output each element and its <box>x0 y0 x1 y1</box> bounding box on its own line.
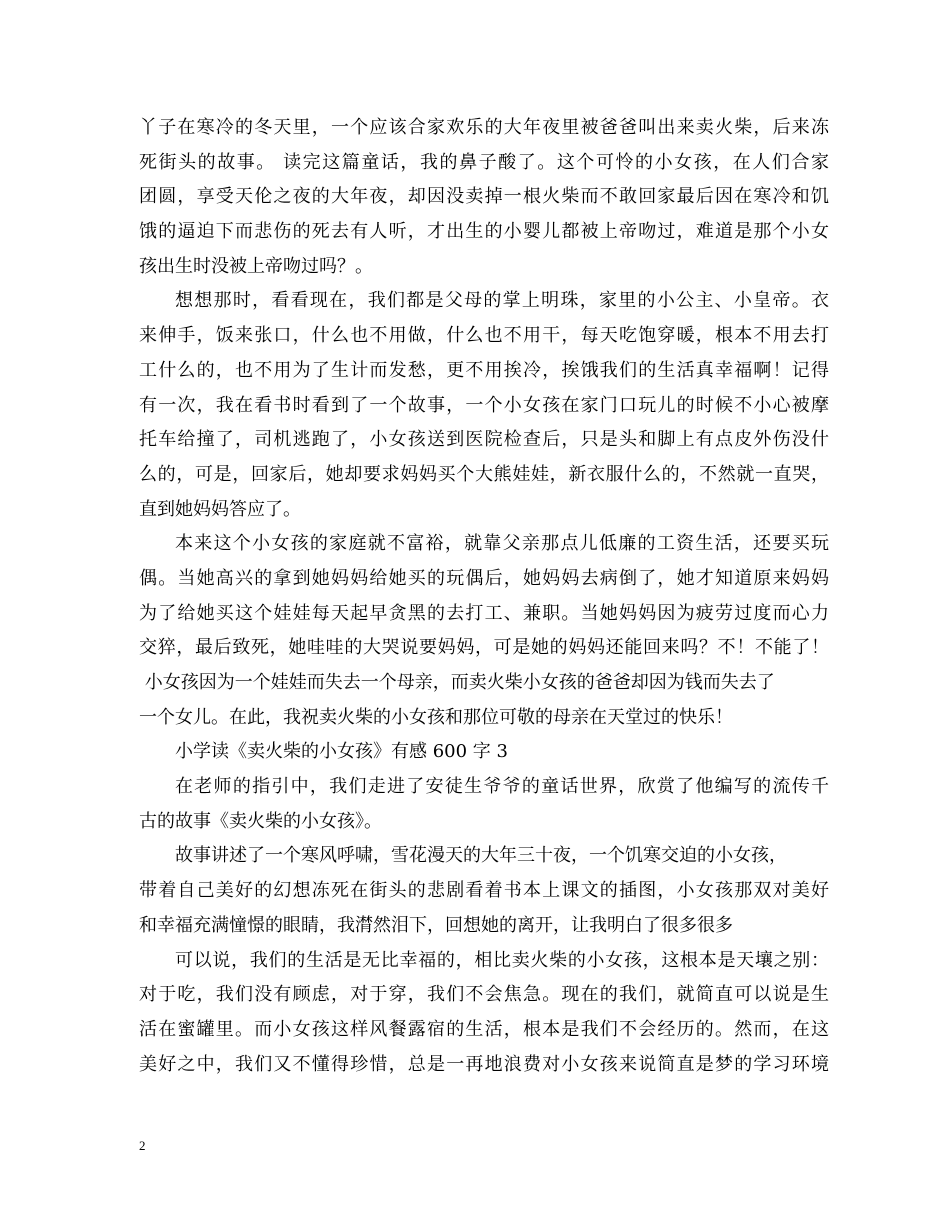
text-line: 么的，可是，回家后，她却要求妈妈买个大熊娃娃，新衣服什么的，不然就一直哭， <box>139 463 829 485</box>
text-line: 对于吃，我们没有顾虑，对于穿，我们不会焦急。现在的我们，就简直可以说是生 <box>139 984 829 1006</box>
document-body <box>139 111 829 1082</box>
text-line: 在老师的指引中，我们走进了安徒生爷爷的童话世界，欣赏了他编写的流传千 <box>175 776 829 798</box>
text-line: 和幸福充满憧憬的眼睛，我潸然泪下，回想她的离开，让我明白了很多很多 <box>139 914 733 936</box>
text-line: 活在蜜罐里。而小女孩这样风餐露宿的生活，根本是我们不会经历的。然而，在这 <box>139 1018 829 1040</box>
text-line: 带着自己美好的幻想冻死在街头的悲剧看着书本上课文的插图，小女孩那双对美好 <box>139 880 829 902</box>
text-line: 可以说，我们的生活是无比幸福的，相比卖火柴的小女孩，这根本是天壤之别： <box>175 949 829 971</box>
text-line: 死街头的故事。 读完这篇童话，我的鼻子酸了。这个可怜的小女孩，在人们合家 <box>139 151 829 173</box>
text-line: 直到她妈妈答应了。 <box>139 498 301 520</box>
page-number: 2 <box>139 1138 146 1153</box>
text-line: 有一次，我在看书时看到了一个故事，一个小女孩在家门口玩儿的时候不小心被摩 <box>139 394 829 416</box>
text-line: 偶。当她高兴的拿到她妈妈给她买的玩偶后，她妈妈去病倒了，她才知道原来妈妈 <box>139 567 829 589</box>
text-line: 交猝，最后致死，她哇哇的大哭说要妈妈，可是她的妈妈还能回来吗？不！不能了！ <box>139 637 829 659</box>
text-line: 托车给撞了，司机逃跑了，小女孩送到医院检查后，只是头和脚上有点皮外伤没什 <box>139 429 829 451</box>
text-line: 团圆，享受天伦之夜的大年夜，却因没卖掉一根火柴而不敢回家最后因在寒冷和饥 <box>139 186 829 208</box>
text-line: 工什么的，也不用为了生计而发愁，更不用挨冷，挨饿我们的生活真幸福啊！记得 <box>139 359 829 381</box>
text-line: 丫子在寒冷的冬天里，一个应该合家欢乐的大年夜里被爸爸叫出来卖火柴，后来冻 <box>139 117 829 138</box>
text-line: 小女孩因为一个娃娃而失去一个母亲，而卖火柴小女孩的爸爸却因为钱而失去了 <box>139 672 775 693</box>
text-line: 故事讲述了一个寒风呼啸，雪花漫天的大年三十夜，一个饥寒交迫的小女孩， <box>175 845 787 867</box>
text-line: 一个女儿。在此，我祝卖火柴的小女孩和那位可敬的母亲在天堂过的快乐！ <box>139 706 733 728</box>
text-line: 美好之中，我们又不懂得珍惜，总是一再地浪费对小女孩来说简直是梦的学习环境 <box>139 1053 829 1075</box>
text-line: 饿的逼迫下而悲伤的死去有人听，才出生的小婴儿都被上帝吻过，难道是那个小女 <box>139 221 829 243</box>
section-heading: 小学读《卖火柴的小女孩》有感 600 字 3 <box>175 741 508 763</box>
text-line: 为了给她买这个娃娃每天起早贪黑的去打工、兼职。当她妈妈因为疲劳过度而心力 <box>139 602 829 624</box>
text-line: 想想那时，看看现在，我们都是父母的掌上明珠，家里的小公主、小皇帝。衣 <box>175 290 829 312</box>
text-line: 古的故事《卖火柴的小女孩》。 <box>139 810 382 832</box>
text-line: 孩出生时没被上帝吻过吗？。 <box>139 255 373 277</box>
text-line: 来伸手，饭来张口，什么也不用做，什么也不用干，每天吃饱穿暖，根本不用去打 <box>139 325 829 347</box>
text-line: 本来这个小女孩的家庭就不富裕，就靠父亲那点儿低廉的工资生活，还要买玩 <box>175 533 829 555</box>
